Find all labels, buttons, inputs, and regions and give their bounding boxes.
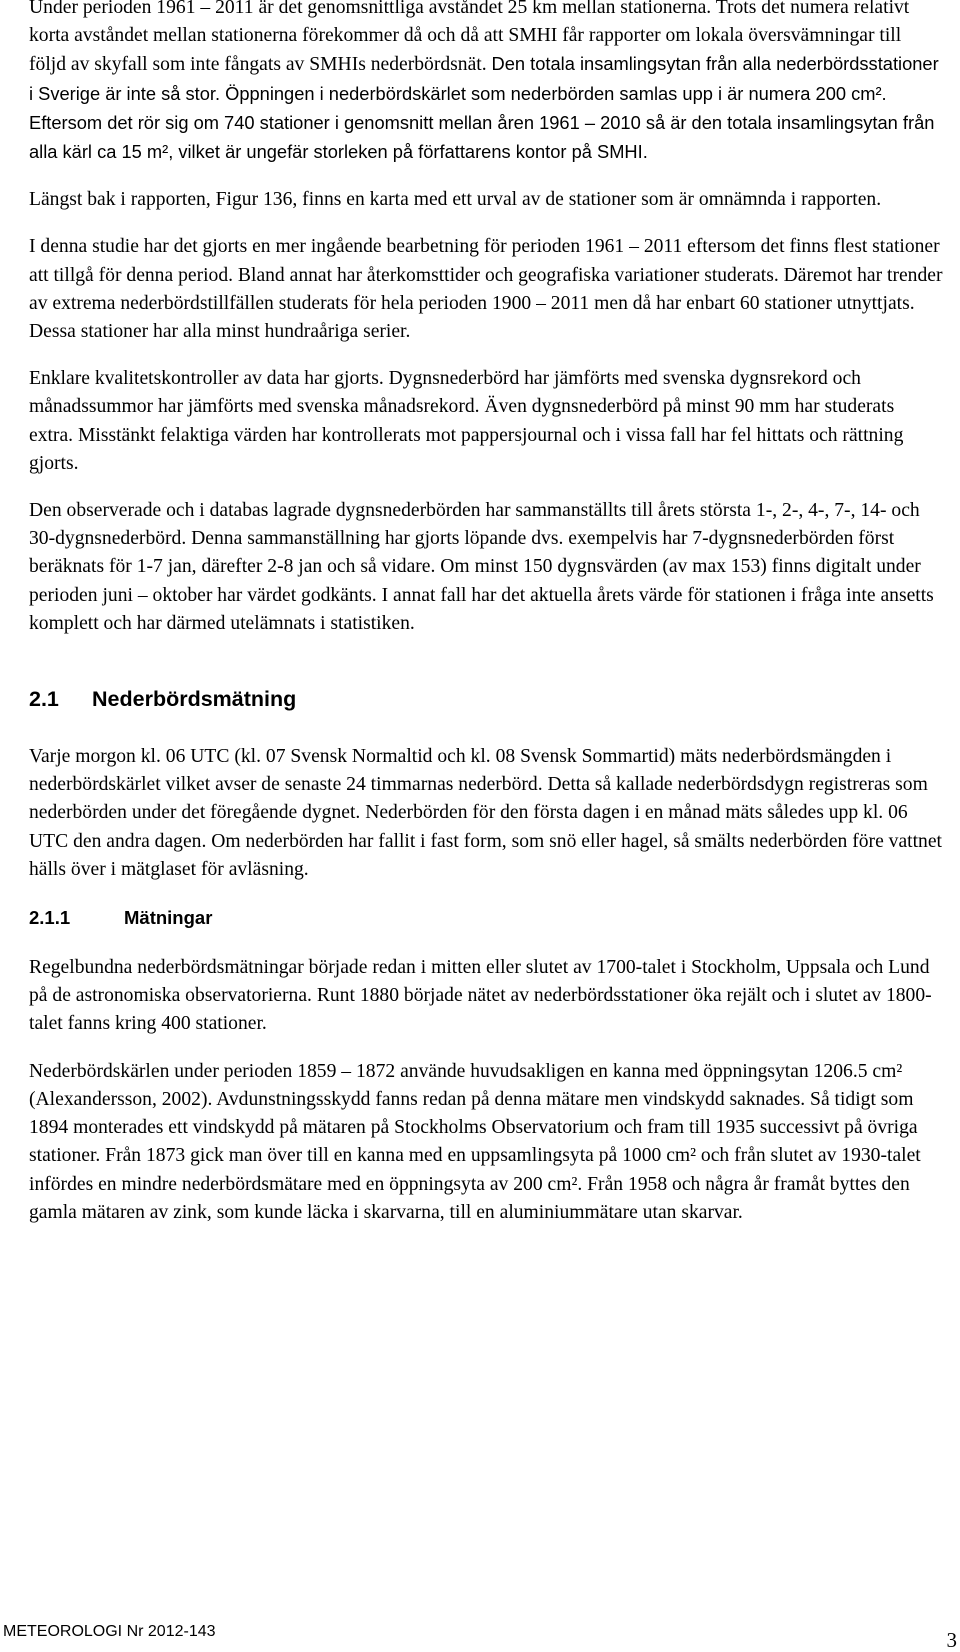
section-heading <box>29 685 943 713</box>
subsection-heading <box>29 905 943 931</box>
report-series-label: METEOROLOGI Nr 2012-143 <box>3 1623 216 1640</box>
page-footer <box>0 1622 960 1652</box>
paragraph-measurement-history: Regelbundna nederbördsmätningar började redan i mitten eller slutet av 1700-talet i Stockholm, Uppsala och Lund på de astronomiska observatorierna. Runt 1880 började nätet av nederbördsstationer öka rejält och i slutet av 1800-talet fanns kring 400 stationer. <box>29 957 932 1035</box>
paragraph-station-map-reference: Längst bak i rapporten, Figur 136, finns en karta med ett urval av de stationer som är omnämnda i rapporten. <box>29 189 882 211</box>
paragraph-daily-measurement: Varje morgon kl. 06 UTC (kl. 07 Svensk Normaltid och kl. 08 Svensk Sommartid) mäts nederbördsmängden i nederbördskärlet vilket avser de senaste 24 timmarnas nederbörd. Detta så kallade nederbördsdygn registreras som nederbörden under det föregående dygnet. Nederbörden för den första dagen i en månad mäts således upp kl. 06 UTC den andra dagen. Om nederbörden har fallit i fast form, som snö eller hagel, så smälts nederbörden före vattnet hälls över i mätglaset för avläsning. <box>29 746 942 880</box>
paragraph-multi-day-precipitation: Den observerade och i databas lagrade dygnsnederbörden har sammanställts till årets största 1-, 2-, 4-, 7-, 14- och 30-dygnsnederbörd. Denna sammanställning har gjorts löpande dvs. exempelvis har 7-dygnsnederbörden först beräknats för 1-7 jan, därefter 2-8 jan och så vidare. Om minst 150 dygnsvärden (av max 153) finns digitalt under perioden juni – oktober har värdet godkänts. I annat fall har det aktuella årets värde för stationen i fråga inte ansetts komplett och har därmed utelämnats i statistiken. <box>29 500 934 634</box>
section-number: 2.1 <box>29 687 59 712</box>
paragraph-quality-control: Enklare kvalitetskontroller av data har gjorts. Dygnsnederbörd har jämförts med svenska dygnsrekord och månadssummor har jämförts med svenska månadsrekord. Även dygnsnederbörd på minst 90 mm har studerats extra. Misstänkt felaktiga värden har kontrollerats mot pappersjournal och i vissa fall har fel hittats och rättning gjorts. <box>29 368 904 474</box>
paragraph-station-density-text: Under perioden 1961 – 2011 är det genomsnittliga avståndet 25 km mellan stationerna. Trots det numera relativt korta avståndet mellan stationerna förekommer då och då att SMHI får rapporter om lokala översvämningar till följd av skyfall som inte fångats av SMHIs nederbördsnät. <box>29 0 910 76</box>
subsection-title: Mätningar <box>124 907 213 929</box>
section-title: Nederbördsmätning <box>92 687 297 712</box>
document-body <box>29 0 943 1246</box>
paragraph-collection-area-text: Den totala insamlingsytan från alla nederbördsstationer i Sverige är inte så stor. Öppningen i nederbördskärlet som nederbörden samlas upp i är numera 200 cm². Eftersom det rör sig om 740 stationer i genomsnitt mellan åren 1961 – 2010 så är den totala insamlingsytan från alla kärl ca 15 m², vilket är ungefär storleken på författarens kontor på SMHI. <box>29 53 939 163</box>
page-number: 3 <box>946 1628 957 1652</box>
subsection-number: 2.1.1 <box>29 907 71 929</box>
paragraph-study-period: I denna studie har det gjorts en mer ingående bearbetning för perioden 1961 – 2011 eftersom det finns flest stationer att tillgå för denna period. Bland annat har återkomsttider och geografiska variationer studerats. Däremot har trender av extrema nederbördstillfällen studerats för hela perioden 1900 – 2011 men då har enbart 60 stationer utnyttjats. Dessa stationer har alla minst hundraåriga serier. <box>29 236 943 343</box>
paragraph-station-density <box>29 0 943 167</box>
paragraph-gauge-history: Nederbördskärlen under perioden 1859 – 1872 använde huvudsakligen en kanna med öppningsytan 1206.5 cm² (Alexandersson, 2002). Avdunstningsskydd fanns redan på denna mätare men vindskydd saknades. Så tidigt som 1894 monterades ett vindskydd på mätaren på Stockholms Observatorium och fram till 1935 successivt på övriga stationer. Från 1873 gick man över till en kanna med en uppsamlingsyta på 1000 cm² och från slutet av 1930-talet infördes en mindre nederbördsmätare med en öppningsyta av 200 cm². Från 1958 och några år framåt byttes den gamla mätaren av zink, som kunde läcka i skarvarna, till en aluminiummätare utan skarvar. <box>29 1060 921 1223</box>
